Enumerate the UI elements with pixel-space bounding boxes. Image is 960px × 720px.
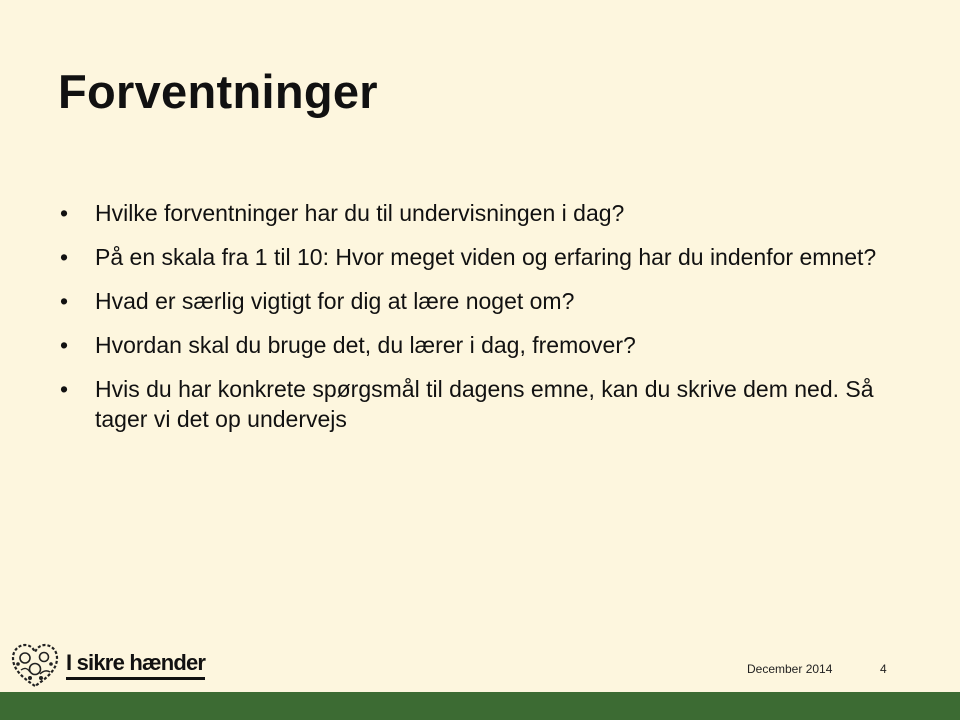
bullet-marker: • (60, 200, 69, 226)
bullet-list (60, 198, 890, 448)
bullet-item (60, 198, 890, 228)
bullet-marker: • (60, 244, 69, 270)
heart-wreath-icon (10, 642, 60, 690)
bullet-item (60, 242, 890, 272)
footer-date: December 2014 (747, 662, 833, 676)
footer-logo (10, 642, 205, 690)
bottom-bar (0, 692, 960, 720)
bullet-item (60, 330, 890, 360)
bullet-item (60, 374, 890, 434)
bullet-text: Hvilke forventninger har du til undervisningen i dag? (95, 200, 625, 226)
bullet-text: Hvad er særlig vigtigt for dig at lære noget om? (95, 288, 575, 314)
bullet-marker: • (60, 376, 69, 402)
bullet-marker: • (60, 332, 69, 358)
bullet-text: Hvordan skal du bruge det, du lærer i dag, fremover? (95, 332, 636, 358)
page-number: 4 (880, 662, 887, 676)
logo-wordmark: I sikre hænder (66, 652, 205, 680)
bullet-text: På en skala fra 1 til 10: Hvor meget viden og erfaring har du indenfor emnet? (95, 244, 877, 270)
bullet-marker: • (60, 288, 69, 314)
bullet-text: Hvis du har konkrete spørgsmål til dagens emne, kan du skrive dem ned. Så tager vi det op undervejs (95, 376, 874, 432)
slide-title: Forventninger (58, 65, 378, 118)
bullet-item (60, 286, 890, 316)
